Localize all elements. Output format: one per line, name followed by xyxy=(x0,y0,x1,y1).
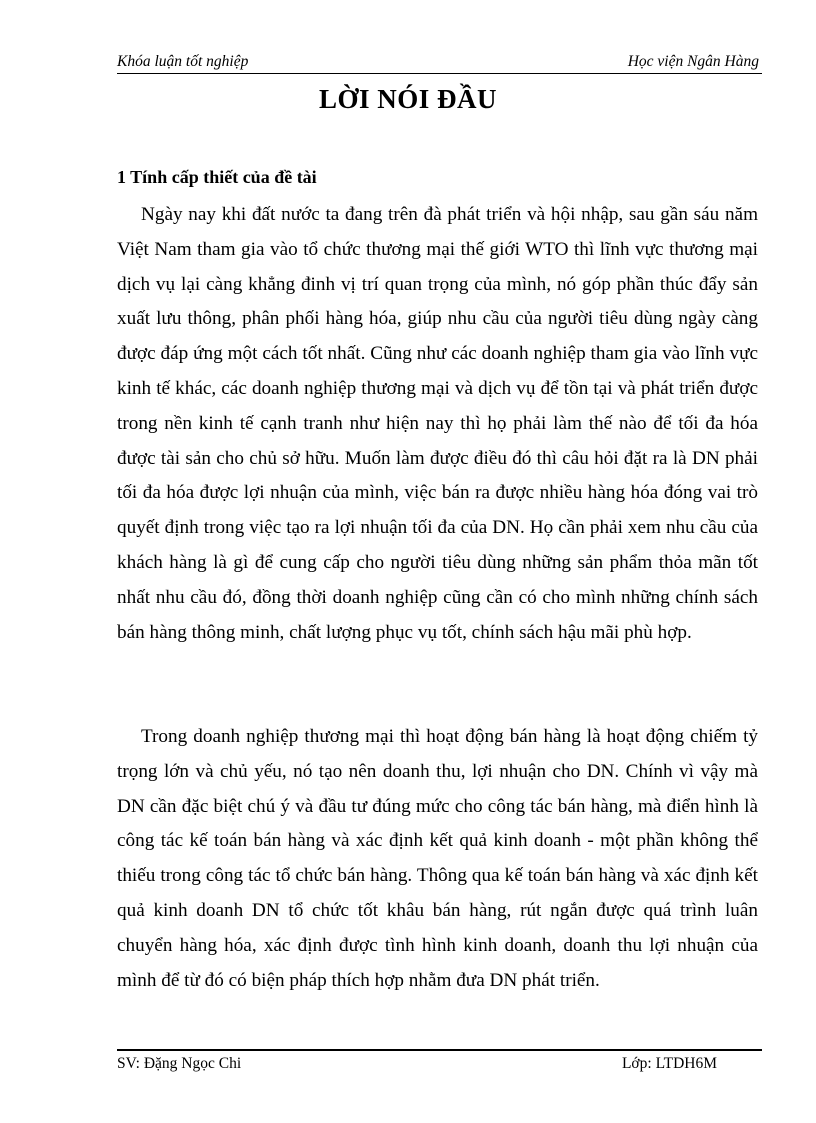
page-header xyxy=(117,53,759,75)
paragraph: Ngày nay khi đất nước ta đang trên đà phát triển và hội nhập, sau gần sáu năm Việt Nam tham gia vào tổ chức thương mại thế giới WTO thì lĩnh vực thương mại dịch vụ lại càng khẳng đinh vị trí quan trọng của mình, nó góp phần thúc đẩy sản xuất lưu thông, phân phối hàng hóa, giúp nhu cầu của người tiêu dùng ngày càng được đáp ứng một cách tốt nhất. Cũng như các doanh nghiệp tham gia vào lĩnh vực kinh tế khác, các doanh nghiệp thương mại và dịch vụ để tồn tại và phát triển được trong nền kinh tế cạnh tranh như hiện nay thì họ phải làm thế nào để tối đa hóa được tài sản cho chủ sở hữu. Muốn làm được điều đó thì câu hỏi đặt ra là DN phải tối đa hóa được lợi nhuận của mình, việc bán ra được nhiều hàng hóa đóng vai trò quyết định trong việc tạo ra lợi nhuận tối đa của DN. Họ cần phải xem nhu cầu của khách hàng là gì để cung cấp cho người tiêu dùng những sản phẩm thỏa mãn tốt nhất nhu cầu đó, đồng thời doanh nghiệp cũng cần có cho mình những chính sách bán hàng thông minh, chất lượng phục vụ tốt, chính sách hậu mãi phù hợp. xyxy=(117,204,758,643)
header-right-text: Học viện Ngân Hàng xyxy=(627,53,759,70)
footer-divider xyxy=(117,1049,762,1051)
footer-right-text: Lớp: LTDH6M xyxy=(621,1055,717,1072)
paragraph: Trong doanh nghiệp thương mại thì hoạt động bán hàng là hoạt động chiếm tỷ trọng lớn và chủ yếu, nó tạo nên doanh thu, lợi nhuận cho DN. Chính vì vậy mà DN cần đặc biệt chú ý và đầu tư đúng mức cho công tác bán hàng, mà điển hình là công tác kế toán bán hàng và xác định kết quả kinh doanh - một phần không thể thiếu trong công tác tổ chức bán hàng. Thông qua kế toán bán hàng và xác định kết quả kinh doanh DN tổ chức tốt khâu bán hàng, rút ngắn được quá trình luân chuyển hàng hóa, xác định được tình hình kinh doanh, doanh thu lợi nhuận của mình để từ đó có biện pháp thích hợp nhằm đưa DN phát triển. xyxy=(117,726,758,991)
footer-left-text: SV: Đặng Ngọc Chi xyxy=(117,1055,242,1072)
header-divider xyxy=(117,73,762,74)
body-text xyxy=(117,198,758,998)
section-heading: 1 Tính cấp thiết của đề tài xyxy=(117,167,317,187)
page-footer xyxy=(117,1055,717,1077)
header-left-text: Khóa luận tốt nghiệp xyxy=(117,53,249,70)
page-title: LỜI NÓI ĐẦU xyxy=(318,84,498,114)
